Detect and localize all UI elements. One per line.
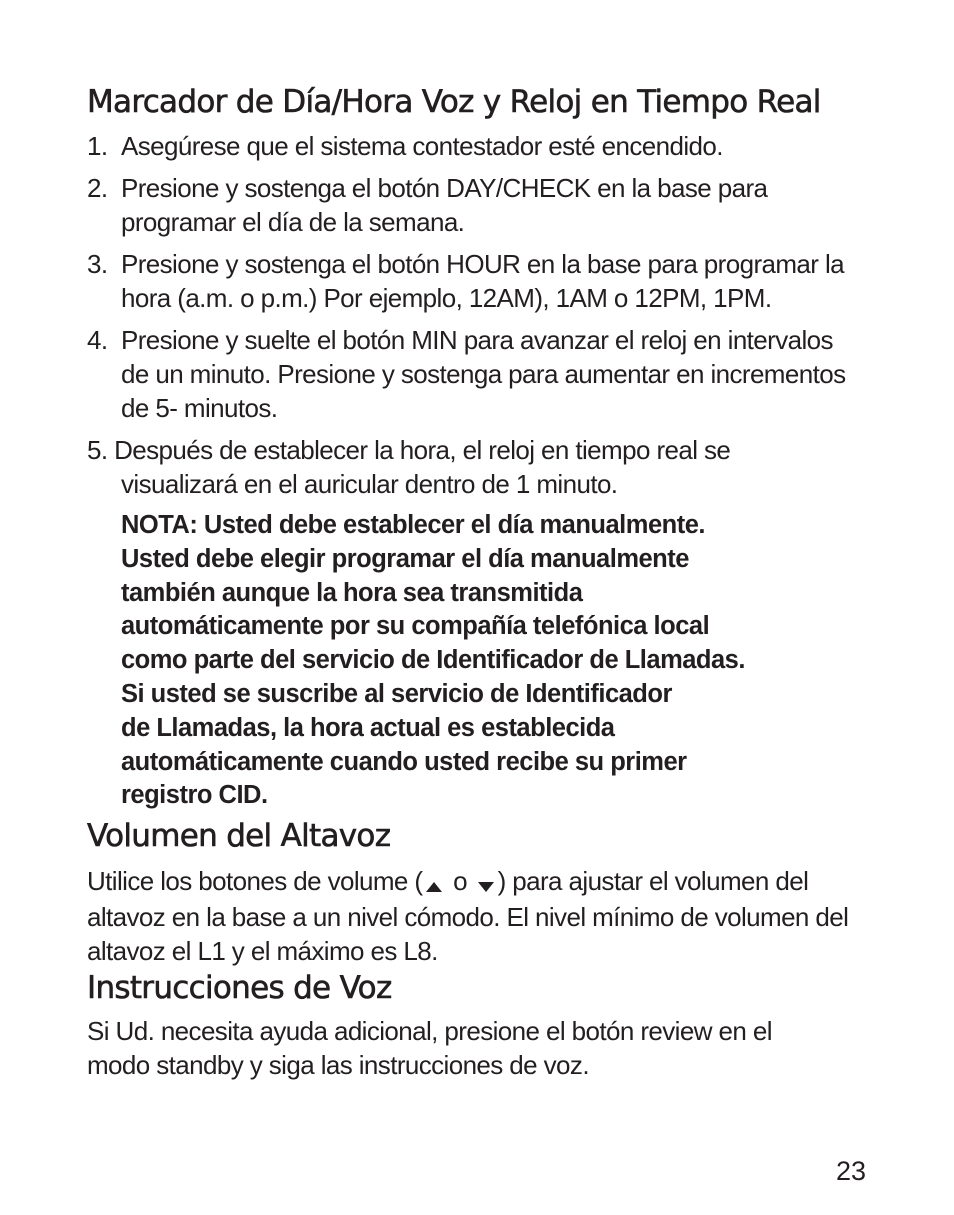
- step-2: [87, 171, 827, 239]
- volume-line-1: [87, 864, 877, 900]
- voice-instructions-paragraph: [87, 1014, 877, 1082]
- up-arrow-icon: [426, 866, 442, 900]
- step-5: [87, 433, 887, 501]
- step-number: 2.: [87, 173, 108, 203]
- note-line: Si usted se suscribe al servicio de Identificador: [121, 679, 672, 708]
- voice-line-1: Si Ud. necesita ayuda adicional, presione el botón review en el: [87, 1016, 772, 1046]
- volume-line-2: altavoz en la base a un nivel cómodo. El nivel mínimo de volumen del: [87, 902, 849, 933]
- note-line: Usted debe elegir programar el día manualmente: [121, 544, 689, 573]
- section-title-day-time: Marcador de Día/Hora Voz y Reloj en Tiempo Real: [87, 84, 821, 120]
- step-number: 4.: [87, 325, 108, 355]
- step-3: [87, 247, 877, 315]
- step-4: [87, 323, 847, 425]
- speaker-volume-paragraph: [87, 864, 877, 968]
- note-line: automáticamente cuando usted recibe su primer: [121, 747, 687, 776]
- volume-text-after: ) para ajustar el volumen del: [497, 866, 809, 896]
- step-number: 1.: [87, 131, 108, 161]
- down-arrow-icon: [478, 866, 494, 900]
- step-number: 3.: [87, 249, 108, 279]
- note-line: NOTA: Usted debe establecer el día manualmente.: [121, 511, 705, 539]
- page-number: 23: [836, 1156, 867, 1186]
- step-text: Presione y suelte el botón MIN para avanzar el reloj en intervalos de un minuto. Presione y sostenga para aumentar en incrementos de 5- minutos.: [121, 325, 846, 423]
- volume-line-3: altavoz el L1 y el máximo es L8.: [87, 936, 438, 967]
- step-text: Presione y sostenga el botón DAY/CHECK en la base para programar el día de la semana.: [121, 173, 768, 237]
- note-line: como parte del servicio de Identificador de Llamadas.: [121, 646, 745, 675]
- step-text: Asegúrese que el sistema contestador esté encendido.: [121, 131, 723, 161]
- step-5-line-2: visualizará en el auricular dentro de 1 minuto.: [121, 469, 618, 499]
- note-line: automáticamente por su compañía telefónica local: [121, 612, 710, 641]
- note-line: de Llamadas, la hora actual es establecida: [121, 713, 615, 742]
- section-title-voice-instructions: Instrucciones de Voz: [87, 970, 392, 1006]
- step-text: Presione y sostenga el botón HOUR en la base para programar la hora (a.m. o p.m.) Por ejemplo, 12AM), 1AM o 12PM, 1PM.: [121, 249, 844, 313]
- note-line: también aunque la hora sea transmitida: [121, 578, 583, 607]
- step-5-line-1: 5. Después de establecer la hora, el reloj en tiempo real se: [87, 435, 731, 465]
- step-1: [87, 129, 887, 163]
- section-title-speaker-volume: Volumen del Altavoz: [87, 818, 391, 854]
- volume-text-before: Utilice los botones de volume (: [87, 866, 423, 896]
- note-block: [121, 509, 841, 813]
- voice-line-2: modo standby y siga las instrucciones de voz.: [87, 1050, 589, 1080]
- volume-text-or: o: [453, 866, 467, 896]
- note-line: registro CID.: [121, 781, 268, 810]
